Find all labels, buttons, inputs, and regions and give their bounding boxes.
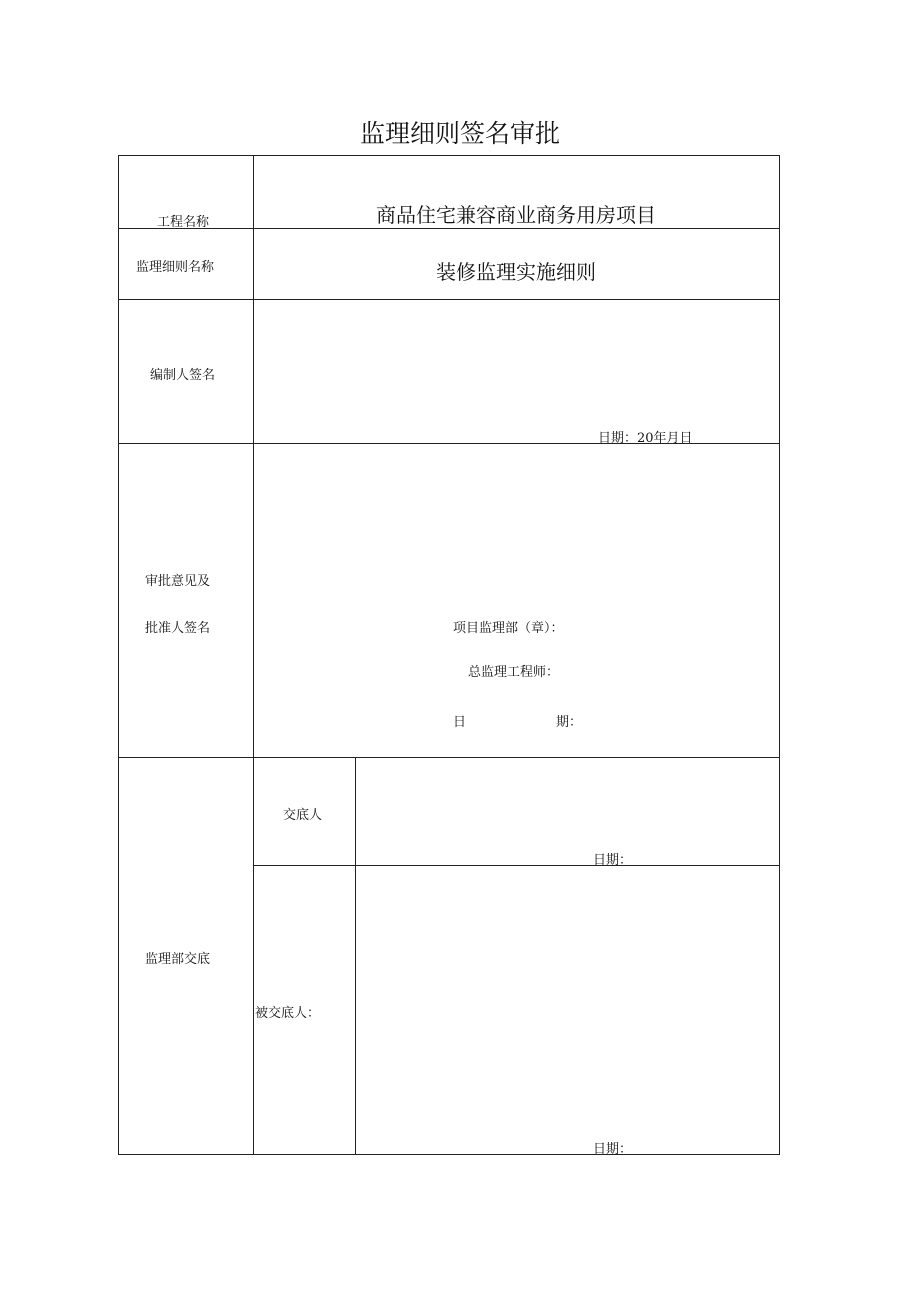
row-divider <box>118 228 780 229</box>
row-divider <box>118 757 780 758</box>
page-title: 监理细则签名审批 <box>359 119 560 148</box>
detail-name-label: 监理细则名称 <box>136 260 215 275</box>
approval-date-right: 期： <box>556 715 583 730</box>
row-divider <box>253 865 780 866</box>
handover-receiver-label: 被交底人： <box>255 1006 321 1021</box>
compiler-date: 日期：20年月日 <box>598 431 693 446</box>
handover-label: 监理部交底 <box>145 952 211 967</box>
row-divider <box>118 299 780 300</box>
approval-label-line1: 审批意见及 <box>145 574 211 589</box>
approval-date-left: 日 <box>453 715 467 730</box>
column-divider <box>253 155 254 1155</box>
compiler-signature-label: 编制人签名 <box>150 368 216 383</box>
handover-receiver-date: 日期： <box>593 1142 633 1157</box>
handover-giver-date: 日期： <box>593 853 633 868</box>
table-border-top <box>118 155 780 156</box>
column-divider <box>355 757 356 1155</box>
table-border-bottom <box>118 1154 780 1155</box>
detail-name-value: 装修监理实施细则 <box>436 260 596 284</box>
approval-label-line2: 批准人签名 <box>145 621 211 636</box>
project-name-label: 工程名称 <box>157 215 210 230</box>
project-name-value: 商品住宅兼容商业商务用房项目 <box>376 203 656 227</box>
table-border-right <box>779 155 780 1155</box>
supervision-dept-stamp: 项目监理部（章）： <box>453 621 564 636</box>
table-border-left <box>118 155 119 1155</box>
chief-engineer: 总监理工程师： <box>468 665 560 680</box>
handover-giver-label: 交底人 <box>283 808 323 823</box>
